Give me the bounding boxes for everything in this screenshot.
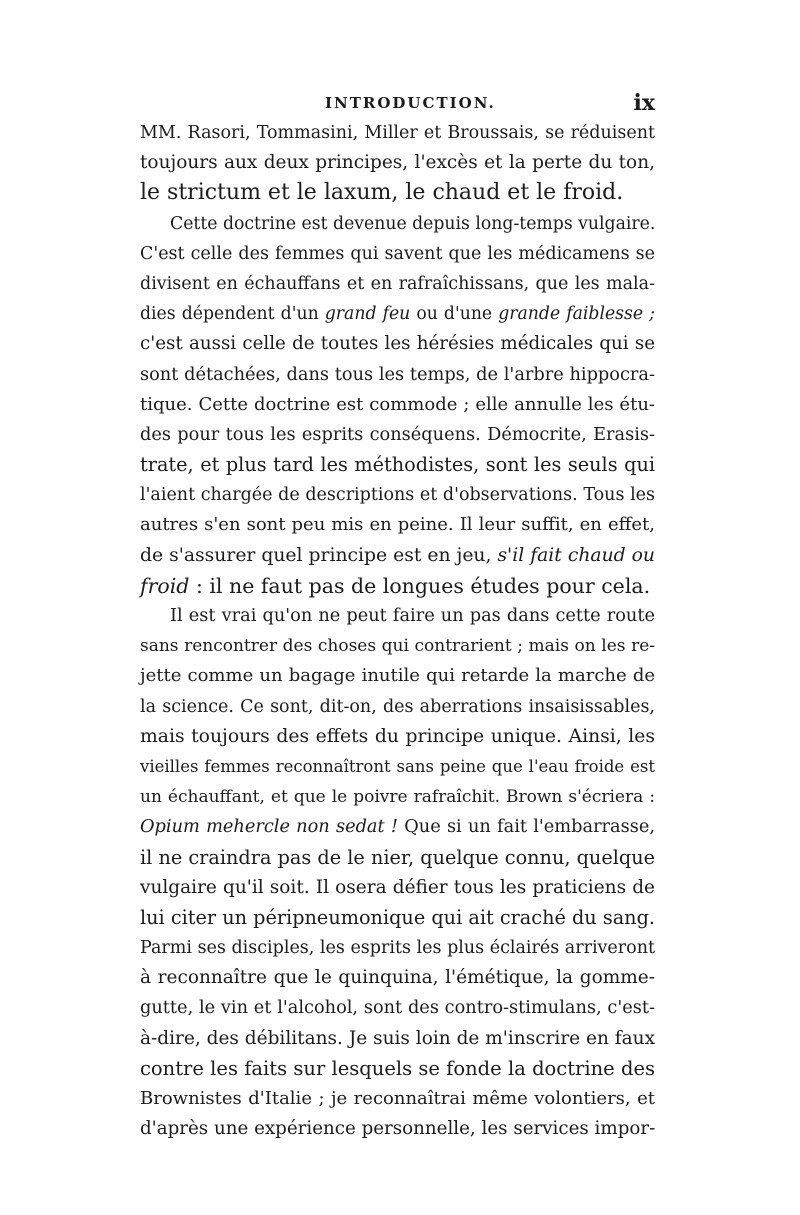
running-title: INTRODUCTION. <box>325 94 496 112</box>
text-line <box>140 269 655 299</box>
text-run: de s'assurer quel principe est en jeu, <box>140 544 498 566</box>
text-line <box>140 661 655 691</box>
text-run: sans rencontrer des choses qui contrarient ; mais on les re- <box>140 636 655 657</box>
text-run: autres s'en sont peu mis en peine. Il leur suffit, en effet, <box>140 514 655 536</box>
text-run: Parmi ses disciples, les esprits les plus éclairés arriveront <box>140 938 655 959</box>
text-run: ou d'une <box>410 304 499 325</box>
italic-text: Opium mehercle non sedat ! <box>140 817 399 838</box>
text-line <box>140 299 655 329</box>
text-line <box>140 993 655 1023</box>
text-run: le strictum et le laxum, le chaud et le froid. <box>140 180 624 206</box>
text-run: lui citer un péripneumonique qui ait craché du sang. <box>140 905 656 929</box>
text-line <box>140 329 655 359</box>
text-line <box>140 843 655 873</box>
text-run: c'est aussi celle de toutes les hérésies médicales qui se <box>140 333 655 355</box>
text-line <box>140 420 655 450</box>
text-run: à-dire, des débilitans. Je suis loin de m'inscrire en faux <box>140 1027 655 1049</box>
text-run: il ne craindra pas de le nier, quelque connu, quelque <box>140 845 655 869</box>
text-line <box>140 1054 655 1084</box>
text-line <box>140 571 655 601</box>
text-run: vieilles femmes reconnaîtront sans peine que l'eau froide est <box>140 756 655 776</box>
text-line <box>140 722 655 752</box>
text-run: Il est vrai qu'on ne peut faire un pas dans cette route <box>170 606 655 626</box>
text-line <box>140 209 655 239</box>
text-line <box>140 1114 655 1144</box>
text-line <box>140 239 655 269</box>
text-run: d'après une expérience personnelle, les services impor- <box>140 1118 656 1140</box>
text-run: Brownistes d'Italie ; je reconnaîtrai même volontiers, et <box>140 1088 655 1109</box>
text-line <box>140 903 655 933</box>
text-line <box>140 390 655 420</box>
text-run: vulgaire qu'il soit. Il osera défier tous les praticiens de <box>140 876 655 898</box>
text-line <box>140 118 655 148</box>
italic-text: s'il fait chaud ou <box>497 544 655 566</box>
page-number: ix <box>633 90 655 116</box>
text-run: divisent en échauffans et en rafraîchissans, que les mala- <box>140 273 655 294</box>
text-line <box>140 450 655 480</box>
text-run: MM. Rasori, Tommasini, Miller et Broussais, se réduisent <box>140 123 655 143</box>
italic-text: grande faiblesse ; <box>498 304 655 325</box>
text-run: des pour tous les esprits conséquens. Démocrite, Erasis- <box>140 424 655 445</box>
text-line <box>140 178 655 208</box>
text-run: toujours aux deux principes, l'excès et la perte du ton, <box>140 152 655 174</box>
text-line <box>140 360 655 390</box>
text-run: un échauffant, et que le poivre rafraîchit. Brown s'écriera : <box>140 787 655 808</box>
text-run: dies dépendent d'un <box>140 304 325 325</box>
text-run: gutte, le vin et l'alcohol, sont des contro-stimulans, c'est- <box>140 998 655 1019</box>
text-run: C'est celle des femmes qui savent que les médicamens se <box>140 243 655 264</box>
text-run: la science. Ce sont, dit-on, des aberrations insaisissables, <box>140 696 655 717</box>
body-text <box>140 118 655 1144</box>
text-line <box>140 541 655 571</box>
italic-text: froid <box>140 573 190 598</box>
text-line <box>140 601 655 631</box>
text-line <box>140 782 655 812</box>
text-line <box>140 873 655 903</box>
italic-text: grand feu <box>324 304 411 325</box>
text-line <box>140 812 655 842</box>
text-line <box>140 933 655 963</box>
text-run: jette comme un bagage inutile qui retarde la marche de <box>140 665 655 687</box>
text-run: à reconnaître que le quinquina, l'émétique, la gomme- <box>140 967 655 989</box>
text-run: sont détachées, dans tous les temps, de l'arbre hippocra- <box>140 364 655 385</box>
text-line <box>140 1024 655 1054</box>
text-line <box>140 631 655 661</box>
text-run: Cette doctrine est devenue depuis long-temps vulgaire. <box>170 213 656 234</box>
text-run: : il ne faut pas de longues études pour cela. <box>189 573 651 598</box>
text-line <box>140 1084 655 1114</box>
text-run: tique. Cette doctrine est commode ; elle annulle les étu- <box>140 393 655 415</box>
text-line <box>140 148 655 178</box>
text-run: Que si un fait l'embarrasse, <box>398 817 655 838</box>
text-line <box>140 510 655 540</box>
text-block <box>140 90 655 1144</box>
running-head <box>140 90 655 118</box>
text-run: mais toujours des effets du principe unique. Ainsi, les <box>140 725 655 747</box>
text-line <box>140 480 655 510</box>
text-run: l'aient chargée de descriptions et d'observations. Tous les <box>140 485 655 506</box>
text-line <box>140 692 655 722</box>
text-run: trate, et plus tard les méthodistes, sont les seuls qui <box>140 453 655 477</box>
text-run: contre les faits sur lesquels se fonde la doctrine des <box>140 1056 655 1080</box>
text-line <box>140 963 655 993</box>
text-line <box>140 752 655 782</box>
